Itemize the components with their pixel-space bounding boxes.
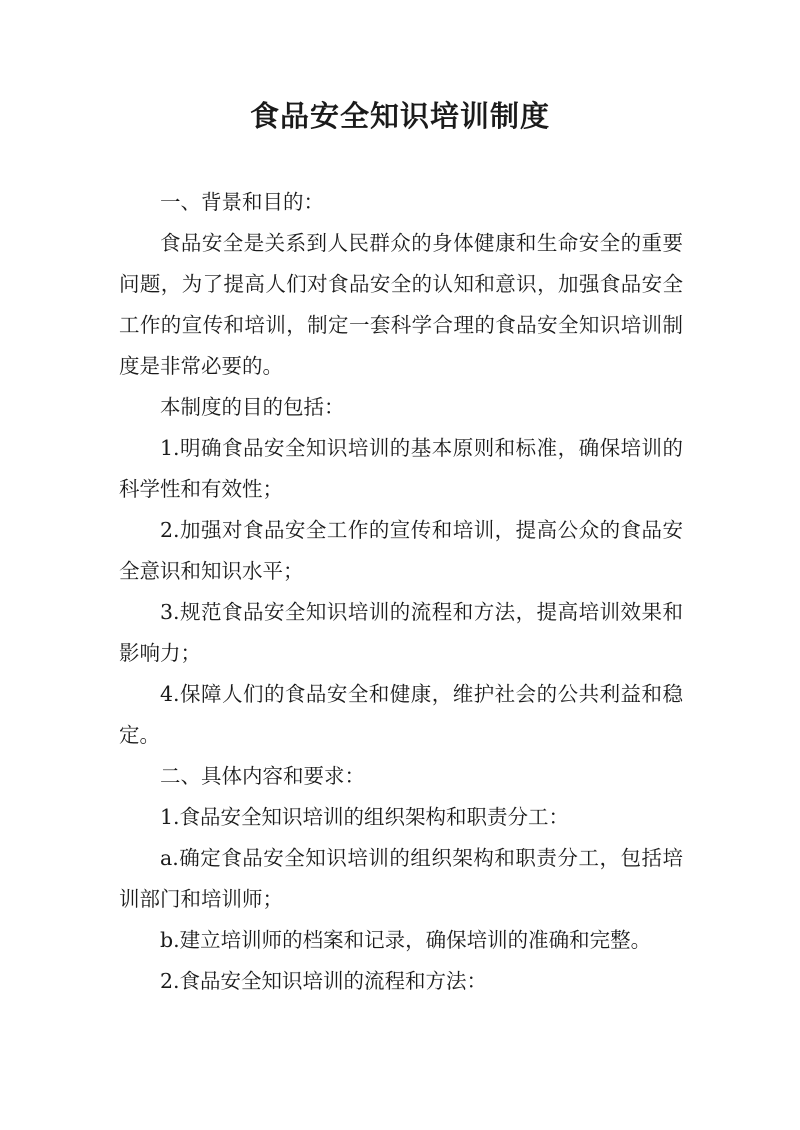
paragraph-background: 食品安全是关系到人民群众的身体健康和生命安全的重要问题，为了提高人们对食品安全的认知和意识，加强食品安全工作的宣传和培训，制定一套科学合理的食品安全知识培训制度是非常必要的。 (119, 231, 683, 378)
list-item-purpose-1: 1.明确食品安全知识培训的基本原则和标准，确保培训的科学性和有效性； (119, 436, 683, 501)
list-item-purpose-4: 4.保障人们的食品安全和健康，维护社会的公共利益和稳定。 (119, 682, 683, 747)
paragraph-purpose-intro: 本制度的目的包括： (160, 395, 345, 419)
section-heading-requirements: 二、具体内容和要求： (160, 764, 365, 788)
document-title: 食品安全知识培训制度 (249, 99, 550, 133)
section-heading-background: 一、背景和目的： (160, 190, 324, 214)
list-item-organization-b: b.建立培训师的档案和记录，确保培训的准确和完整。 (160, 928, 652, 952)
list-item-purpose-2: 2.加强对食品安全工作的宣传和培训，提高公众的食品安全意识和知识水平； (119, 518, 683, 583)
subsection-heading-organization: 1.食品安全知识培训的组织架构和职责分工： (160, 805, 570, 829)
list-item-organization-a: a.确定食品安全知识培训的组织架构和职责分工，包括培训部门和培训师； (119, 846, 683, 911)
subsection-heading-process: 2.食品安全知识培训的流程和方法： (160, 969, 488, 993)
document-body (119, 182, 683, 1002)
list-item-purpose-3: 3.规范食品安全知识培训的流程和方法，提高培训效果和影响力； (119, 600, 683, 665)
